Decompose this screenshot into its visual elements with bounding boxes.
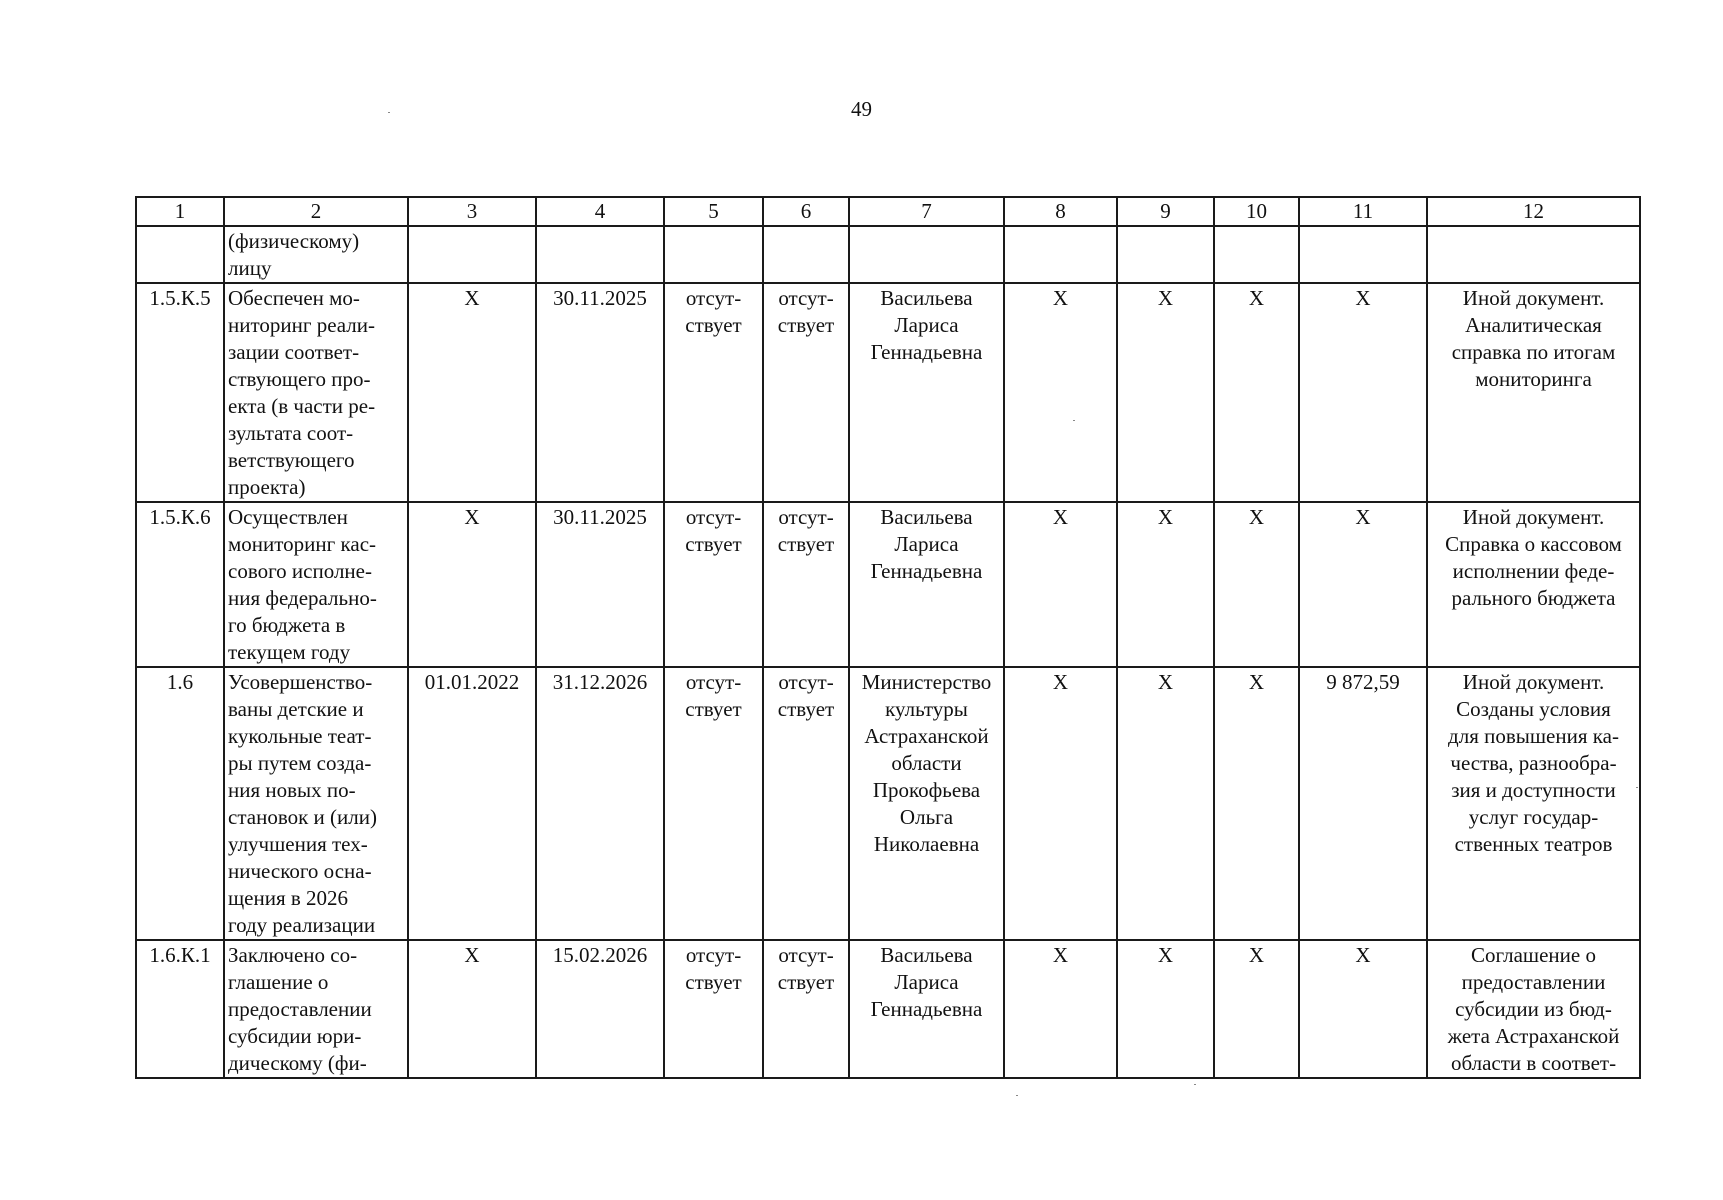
cell-end-date: 15.02.2026 [536,940,664,1078]
table-row [136,667,1640,940]
cell-document: Иной документ. Аналитическая справка по итогам мониторинга [1427,283,1640,502]
cell-description: Заключено со- глашение о предоставлении субсидии юри- дическому (фи- [224,940,408,1078]
column-header: 4 [536,197,664,226]
cell-col10: Х [1214,283,1299,502]
cell-col10 [1214,226,1299,283]
cell-col5 [664,226,763,283]
cell-number: 1.5.К.5 [136,283,224,502]
cell-col5: отсут- ствует [664,502,763,667]
scan-speck [1073,420,1075,421]
cell-responsible: Васильева Лариса Геннадьевна [849,283,1004,502]
cell-document [1427,226,1640,283]
cell-document: Иной документ. Справка о кассовом исполнении феде- рального бюджета [1427,502,1640,667]
column-header: 2 [224,197,408,226]
cell-end-date [536,226,664,283]
table-row [136,283,1640,502]
cell-col6: отсут- ствует [763,502,849,667]
cell-responsible: Васильева Лариса Геннадьевна [849,502,1004,667]
cell-start-date: Х [408,940,536,1078]
cell-col6: отсут- ствует [763,283,849,502]
cell-amount: Х [1299,283,1427,502]
cell-col8 [1004,226,1117,283]
cell-amount: Х [1299,502,1427,667]
cell-col8: Х [1004,667,1117,940]
cell-responsible [849,226,1004,283]
column-header: 10 [1214,197,1299,226]
cell-col8: Х [1004,940,1117,1078]
cell-col10: Х [1214,940,1299,1078]
cell-col8: Х [1004,283,1117,502]
cell-amount: 9 872,59 [1299,667,1427,940]
cell-col10: Х [1214,502,1299,667]
column-header: 9 [1117,197,1214,226]
cell-col9 [1117,226,1214,283]
column-header: 7 [849,197,1004,226]
column-header: 11 [1299,197,1427,226]
cell-description: Усовершенство- ваны детские и кукольные теат- ры путем созда- ния новых по- становок и (или) улучшения тех- нического осна- щения в 2026 году реализации [224,667,408,940]
cell-start-date: Х [408,283,536,502]
table-row [136,226,1640,283]
cell-responsible: Васильева Лариса Геннадьевна [849,940,1004,1078]
cell-col6: отсут- ствует [763,940,849,1078]
scan-speck [388,112,390,113]
cell-col10: Х [1214,667,1299,940]
cell-number [136,226,224,283]
cell-col9: Х [1117,940,1214,1078]
cell-end-date: 31.12.2026 [536,667,664,940]
column-header: 5 [664,197,763,226]
cell-amount: Х [1299,940,1427,1078]
cell-col5: отсут- ствует [664,940,763,1078]
cell-col5: отсут- ствует [664,283,763,502]
column-header: 12 [1427,197,1640,226]
cell-description: (физическому) лицу [224,226,408,283]
cell-start-date [408,226,536,283]
cell-start-date: 01.01.2022 [408,667,536,940]
table-row [136,940,1640,1078]
cell-col8: Х [1004,502,1117,667]
cell-number: 1.5.К.6 [136,502,224,667]
scan-speck [1636,787,1638,788]
page-number: 49 [851,97,872,121]
table-header-row [136,197,1640,226]
column-header: 6 [763,197,849,226]
cell-col9: Х [1117,667,1214,940]
cell-col9: Х [1117,502,1214,667]
cell-col6 [763,226,849,283]
cell-description: Осуществлен мониторинг кас- сового исполне- ния федерально- го бюджета в текущем году [224,502,408,667]
cell-col5: отсут- ствует [664,667,763,940]
cell-col9: Х [1117,283,1214,502]
cell-start-date: Х [408,502,536,667]
scan-speck [1194,1084,1196,1085]
cell-document: Иной документ. Созданы условия для повышения ка- чества, разнообра- зия и доступности услуг государ- ственных театров [1427,667,1640,940]
column-header: 1 [136,197,224,226]
cell-number: 1.6 [136,667,224,940]
cell-col6: отсут- ствует [763,667,849,940]
column-header: 3 [408,197,536,226]
cell-responsible: Министерство культуры Астраханской области Прокофьева Ольга Николаевна [849,667,1004,940]
cell-number: 1.6.К.1 [136,940,224,1078]
scan-speck [1016,1095,1018,1096]
table-row [136,502,1640,667]
cell-description: Обеспечен мо- ниторинг реали- зации соответ- ствующего про- екта (в части ре- зультата соот- ветствующего проекта) [224,283,408,502]
column-header: 8 [1004,197,1117,226]
cell-amount [1299,226,1427,283]
cell-end-date: 30.11.2025 [536,283,664,502]
cell-end-date: 30.11.2025 [536,502,664,667]
document-table [135,196,1641,1079]
cell-document: Соглашение о предоставлении субсидии из бюд- жета Астраханской области в соответ- [1427,940,1640,1078]
